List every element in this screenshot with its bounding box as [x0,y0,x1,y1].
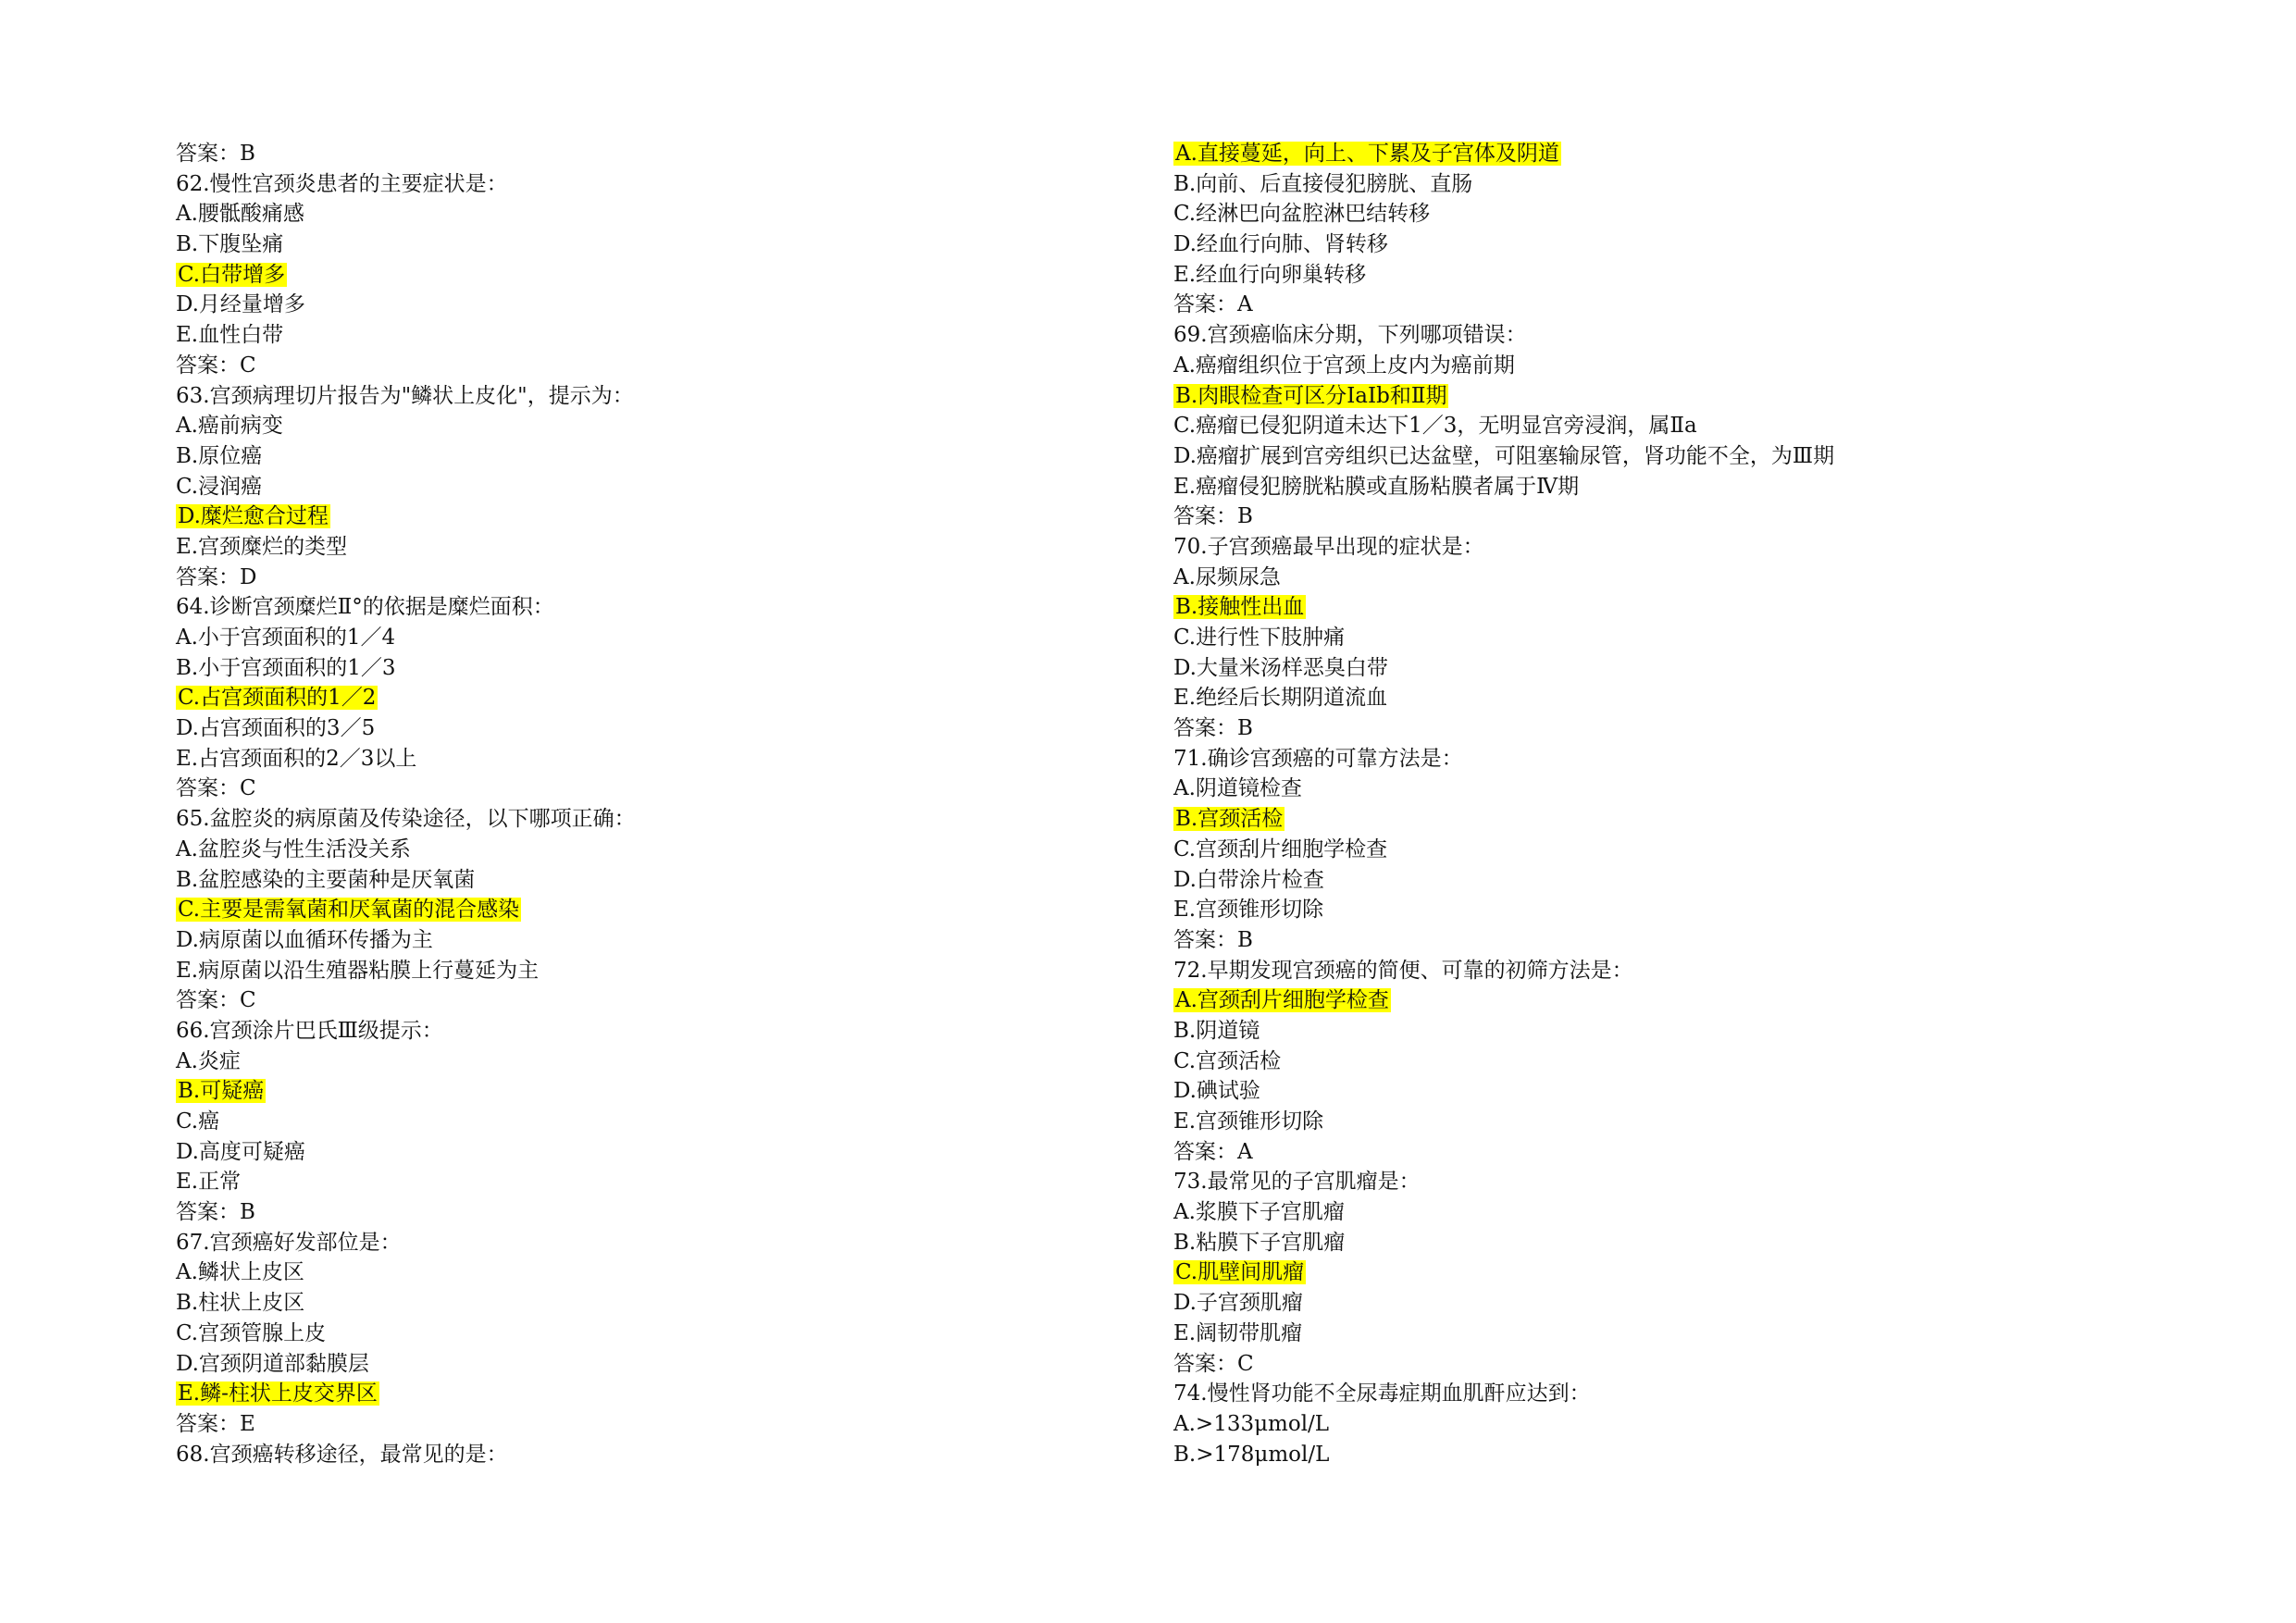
text-line [176,1107,1101,1137]
line-text: 68.宫颈癌转移途径，最常见的是： [176,1442,508,1467]
line-text: 答案：B [176,1200,255,1225]
text-line [1173,199,2238,229]
line-text: C.宫颈活检 [1173,1048,1282,1073]
text-line [176,1379,1101,1409]
text-line [176,563,1101,593]
text-line [176,199,1101,229]
line-text: C.宫颈管腺上皮 [176,1320,327,1345]
line-text: C.经淋巴向盆腔淋巴结转移 [1173,202,1431,227]
highlighted-answer-text: C.主要是需氧菌和厌氧菌的混合感染 [178,898,520,923]
line-text: B.下腹坠痛 [176,232,284,257]
line-text: 答案：A [1173,292,1253,317]
text-line [1173,502,2238,532]
line-text: 答案：B [1173,504,1253,529]
text-line [176,713,1101,744]
line-text: 71.确诊宫颈癌的可靠方法是： [1173,746,1463,771]
line-text: E.宫颈锥形切除 [1173,1109,1324,1134]
line-text: D.宫颈阴道部黏膜层 [176,1351,369,1376]
text-line [1173,804,2238,835]
line-text: B.原位癌 [176,443,263,468]
line-text: C.癌瘤已侵犯阴道未达下1／3，无明显宫旁浸润，属Ⅱa [1173,414,1697,439]
text-line [176,985,1101,1016]
line-text: 答案：B [176,142,255,166]
text-line [1173,351,2238,381]
text-line [176,1228,1101,1258]
text-line [176,229,1101,260]
line-text: 65.盆腔炎的病原菌及传染途径，以下哪项正确： [176,807,636,832]
text-line [176,683,1101,713]
highlighted-answer-text: C.肌壁间肌瘤 [1175,1260,1305,1285]
text-line [176,592,1101,623]
text-line [1173,1288,2238,1319]
text-line [176,925,1101,956]
text-line [176,956,1101,986]
text-line [176,169,1101,200]
text-line [176,320,1101,351]
line-text: 72.早期发现宫颈癌的简便、可靠的初筛方法是： [1173,958,1633,983]
line-text: A.阴道镜检查 [1173,776,1302,801]
text-line [176,532,1101,563]
line-text: A.鳞状上皮区 [176,1260,304,1285]
text-line [1173,774,2238,804]
line-text: B.粘膜下子宫肌瘤 [1173,1230,1346,1255]
text-line [1173,1228,2238,1258]
line-text: 64.诊断宫颈糜烂Ⅱ°的依据是糜烂面积： [176,595,554,620]
highlighted-answer-text: E.鳞-柱状上皮交界区 [178,1381,378,1406]
line-text: 答案：E [176,1411,255,1436]
line-text: D.高度可疑癌 [176,1139,305,1164]
highlighted-answer-text: C.白带增多 [178,262,286,287]
text-line [1173,1076,2238,1107]
text-line [176,381,1101,412]
line-text: D.大量米汤样恶臭白带 [1173,655,1388,680]
line-text: E.宫颈糜烂的类型 [176,534,348,559]
text-line [1173,411,2238,441]
text-line [176,1440,1101,1470]
line-text: 67.宫颈癌好发部位是： [176,1230,402,1255]
highlighted-answer-text: A.宫颈刮片细胞学检查 [1175,988,1389,1013]
text-line [1173,713,2238,744]
text-line [1173,1197,2238,1228]
text-line [176,1288,1101,1319]
text-line [1173,1440,2238,1470]
text-line [176,441,1101,472]
text-line [176,1076,1101,1107]
line-text: B.向前、后直接侵犯膀胱、直肠 [1173,171,1473,196]
line-text: A.盆腔炎与性生活没关系 [176,836,411,861]
line-text: C.浸润癌 [176,474,263,499]
text-line [176,502,1101,532]
line-text: 70.子宫颈癌最早出现的症状是： [1173,534,1484,559]
text-line [1173,169,2238,200]
text-line [1173,653,2238,684]
line-text: B.柱状上皮区 [176,1291,305,1316]
text-line [1173,895,2238,925]
highlighted-answer-text: B.可疑癌 [178,1079,265,1104]
text-line [176,1137,1101,1168]
highlighted-answer-text: C.占宫颈面积的1／2 [178,686,377,711]
text-line [176,1016,1101,1047]
text-line [1173,381,2238,412]
text-line [1173,623,2238,653]
line-text: 答案：B [1173,716,1253,741]
line-text: B.小于宫颈面积的1／3 [176,655,396,680]
line-text: 74.慢性肾功能不全尿毒症期血肌酐应达到： [1173,1381,1591,1406]
line-text: A.>133μmol/L [1173,1411,1330,1436]
line-text: 答案：C [176,776,256,801]
text-line [176,744,1101,774]
text-line [176,472,1101,502]
text-line [176,804,1101,835]
text-line [1173,1409,2238,1440]
text-line [1173,472,2238,502]
right-column [1173,139,2238,1469]
line-text: B.阴道镜 [1173,1018,1260,1043]
line-text: E.绝经后长期阴道流血 [1173,686,1388,711]
line-text: D.白带涂片检查 [1173,867,1324,892]
text-line [1173,925,2238,956]
line-text: D.子宫颈肌瘤 [1173,1291,1303,1316]
line-text: 答案：D [176,564,257,589]
text-line [1173,865,2238,896]
highlighted-answer-text: B.宫颈活检 [1175,807,1284,832]
text-line [1173,320,2238,351]
text-line [1173,744,2238,774]
line-text: A.癌前病变 [176,414,283,439]
line-text: B.>178μmol/L [1173,1442,1330,1467]
line-text: E.宫颈锥形切除 [1173,898,1324,923]
text-line [176,260,1101,291]
line-text: 答案：A [1173,1139,1253,1164]
line-text: 62.慢性宫颈炎患者的主要症状是： [176,171,508,196]
text-line [176,623,1101,653]
text-line [1173,139,2238,169]
line-text: E.病原菌以沿生殖器粘膜上行蔓延为主 [176,958,540,983]
highlighted-answer-text: B.肉眼检查可区分ⅠaⅠb和Ⅱ期 [1175,383,1447,408]
line-text: 66.宫颈涂片巴氏Ⅲ级提示： [176,1018,443,1043]
text-line [1173,683,2238,713]
line-text: 73.最常见的子宫肌瘤是： [1173,1170,1421,1195]
text-line [1173,441,2238,472]
highlighted-answer-text: A.直接蔓延，向上、下累及子宫体及阴道 [1175,142,1559,166]
line-text: A.浆膜下子宫肌瘤 [1173,1200,1345,1225]
text-line [176,1167,1101,1197]
line-text: C.进行性下肢肿痛 [1173,626,1346,650]
line-text: D.经血行向肺、肾转移 [1173,232,1388,257]
line-text: B.盆腔感染的主要菌种是厌氧菌 [176,867,476,892]
text-line [176,653,1101,684]
text-line [176,1349,1101,1380]
text-line [176,865,1101,896]
text-line [1173,1047,2238,1077]
left-column [176,139,1101,1469]
text-line [1173,1016,2238,1047]
line-text: A.小于宫颈面积的1／4 [176,626,396,650]
text-line [1173,1379,2238,1409]
text-line [1173,1349,2238,1380]
line-text: E.正常 [176,1170,242,1195]
text-line [1173,532,2238,563]
text-line [176,411,1101,441]
text-line [1173,229,2238,260]
text-line [176,1197,1101,1228]
line-text: 答案：C [176,353,256,378]
text-line [1173,563,2238,593]
text-line [176,774,1101,804]
line-text: 答案：C [176,988,256,1013]
line-text: E.癌瘤侵犯膀胱粘膜或直肠粘膜者属于Ⅳ期 [1173,474,1580,499]
line-text: 69.宫颈癌临床分期，下列哪项错误： [1173,323,1527,348]
line-text: 答案：B [1173,927,1253,952]
line-text: 63.宫颈病理切片报告为"鳞状上皮化"，提示为： [176,383,634,408]
line-text: A.尿频尿急 [1173,564,1281,589]
text-line [1173,985,2238,1016]
text-line [176,351,1101,381]
line-text: E.占宫颈面积的2／3以上 [176,746,417,771]
line-text: E.血性白带 [176,323,284,348]
text-line [176,835,1101,865]
text-line [176,895,1101,925]
text-line [1173,290,2238,320]
text-line [176,1319,1101,1349]
line-text: E.经血行向卵巢转移 [1173,262,1367,287]
line-text: D.占宫颈面积的3／5 [176,716,376,741]
text-line [1173,1167,2238,1197]
text-line [1173,1258,2238,1288]
text-line [176,1258,1101,1288]
text-line [176,139,1101,169]
line-text: A.炎症 [176,1048,241,1073]
line-text: D.病原菌以血循环传播为主 [176,927,433,952]
text-line [1173,956,2238,986]
text-line [1173,835,2238,865]
text-line [176,1409,1101,1440]
line-text: D.癌瘤扩展到宫旁组织已达盆壁，可阻塞输尿管，肾功能不全，为Ⅲ期 [1173,443,1835,468]
text-line [1173,260,2238,291]
line-text: A.腰骶酸痛感 [176,202,304,227]
line-text: 答案：C [1173,1351,1254,1376]
text-line [176,290,1101,320]
text-line [1173,1137,2238,1168]
text-line [176,1047,1101,1077]
line-text: D.碘试验 [1173,1079,1260,1104]
text-line [1173,1319,2238,1349]
line-text: C.宫颈刮片细胞学检查 [1173,836,1388,861]
line-text: A.癌瘤组织位于宫颈上皮内为癌前期 [1173,353,1515,378]
line-text: E.阔韧带肌瘤 [1173,1320,1303,1345]
line-text: C.癌 [176,1109,220,1134]
line-text: D.月经量增多 [176,292,305,317]
text-line [1173,1107,2238,1137]
highlighted-answer-text: D.糜烂愈合过程 [178,504,329,529]
highlighted-answer-text: B.接触性出血 [1175,595,1305,620]
text-line [1173,592,2238,623]
